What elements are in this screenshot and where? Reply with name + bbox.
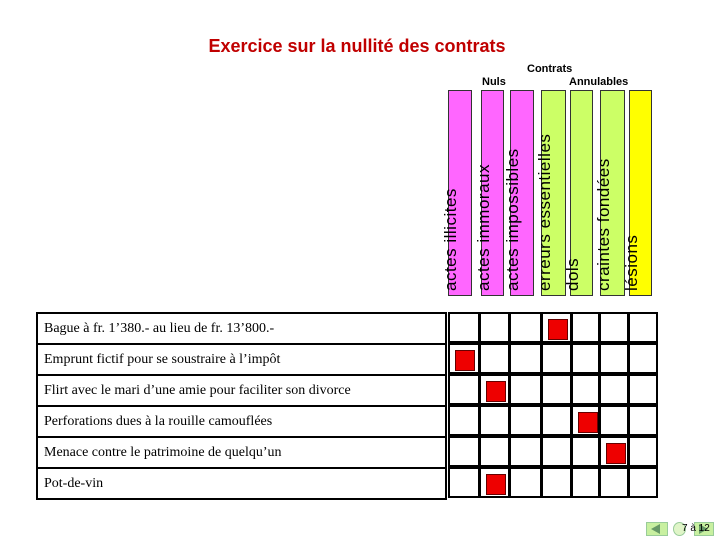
column-header-1 <box>473 90 504 296</box>
grid-cell[interactable] <box>571 405 600 436</box>
grid-cell[interactable] <box>509 343 542 374</box>
header-contrats: Contrats <box>527 63 573 75</box>
grid-cell[interactable] <box>479 467 510 498</box>
grid-cell[interactable] <box>599 405 629 436</box>
grid-cell[interactable] <box>479 405 510 436</box>
grid-cell[interactable] <box>541 343 572 374</box>
page-indicator: 7 à 12 <box>682 523 710 534</box>
grid-cell[interactable] <box>541 467 572 498</box>
grid-cell[interactable] <box>479 436 510 467</box>
grid-cell[interactable] <box>628 343 658 374</box>
grid-cell[interactable] <box>541 312 572 343</box>
answer-mark <box>578 412 598 433</box>
grid-cell[interactable] <box>541 436 572 467</box>
column-label: erreurs essentielles <box>534 133 554 291</box>
prev-button[interactable] <box>646 522 668 536</box>
grid-cell[interactable] <box>448 374 480 405</box>
table-row: Flirt avec le mari d’une amie pour faciliter son divorce <box>38 376 445 407</box>
grid-cell[interactable] <box>448 436 480 467</box>
header-nuls: Nuls <box>482 76 506 88</box>
grid-cell[interactable] <box>571 374 600 405</box>
cases-table <box>36 312 447 500</box>
grid-cell[interactable] <box>541 405 572 436</box>
grid-cell[interactable] <box>509 467 542 498</box>
grid-cell[interactable] <box>628 374 658 405</box>
grid-cell[interactable] <box>509 312 542 343</box>
grid-cell[interactable] <box>479 312 510 343</box>
grid-cell[interactable] <box>541 374 572 405</box>
grid-cell[interactable] <box>448 405 480 436</box>
column-label: actes illicites <box>441 188 460 291</box>
page-title: Exercice sur la nullité des contrats <box>208 36 506 56</box>
table-row: Emprunt fictif pour se soustraire à l’impôt <box>38 345 445 376</box>
grid-cell[interactable] <box>599 374 629 405</box>
column-label: actes immoraux <box>473 164 493 291</box>
column-header-4 <box>562 90 593 296</box>
grid-cell[interactable] <box>448 312 480 343</box>
column-header-6 <box>621 90 652 296</box>
grid-cell[interactable] <box>448 343 480 374</box>
table-row: Perforations dues à la rouille camouflées <box>38 407 445 438</box>
answer-mark <box>486 474 506 495</box>
grid-cell[interactable] <box>448 467 480 498</box>
grid-cell[interactable] <box>479 343 510 374</box>
column-label: craintes fondées <box>593 158 613 291</box>
answer-mark <box>548 319 568 340</box>
answer-mark <box>455 350 475 371</box>
grid-cell[interactable] <box>509 374 542 405</box>
grid-cell[interactable] <box>599 343 629 374</box>
column-label: lésions <box>621 234 641 291</box>
column-label: actes impossibles <box>503 148 522 291</box>
column-header-2 <box>503 90 534 296</box>
grid-cell[interactable] <box>571 312 600 343</box>
grid-cell[interactable] <box>571 343 600 374</box>
grid-cell[interactable] <box>571 436 600 467</box>
grid-cell[interactable] <box>599 312 629 343</box>
answer-mark <box>486 381 506 402</box>
answer-mark <box>606 443 626 464</box>
table-row: Bague à fr. 1’380.- au lieu de fr. 13’800.- <box>38 314 445 345</box>
table-row: Menace contre le patrimoine de quelqu’un <box>38 438 445 469</box>
grid-cell[interactable] <box>599 467 629 498</box>
grid-cell[interactable] <box>509 436 542 467</box>
grid-cell[interactable] <box>509 405 542 436</box>
grid-cell[interactable] <box>599 436 629 467</box>
header-annulables: Annulables <box>569 76 629 88</box>
table-row: Pot-de-vin <box>44 476 104 491</box>
grid-cell[interactable] <box>628 312 658 343</box>
triangle-left-icon <box>651 524 660 534</box>
column-label: dols <box>562 257 582 291</box>
grid-cell[interactable] <box>628 436 658 467</box>
grid-cell[interactable] <box>571 467 600 498</box>
grid-cell[interactable] <box>479 374 510 405</box>
grid-cell[interactable] <box>628 467 658 498</box>
column-header-0 <box>441 90 472 296</box>
grid-cell[interactable] <box>628 405 658 436</box>
